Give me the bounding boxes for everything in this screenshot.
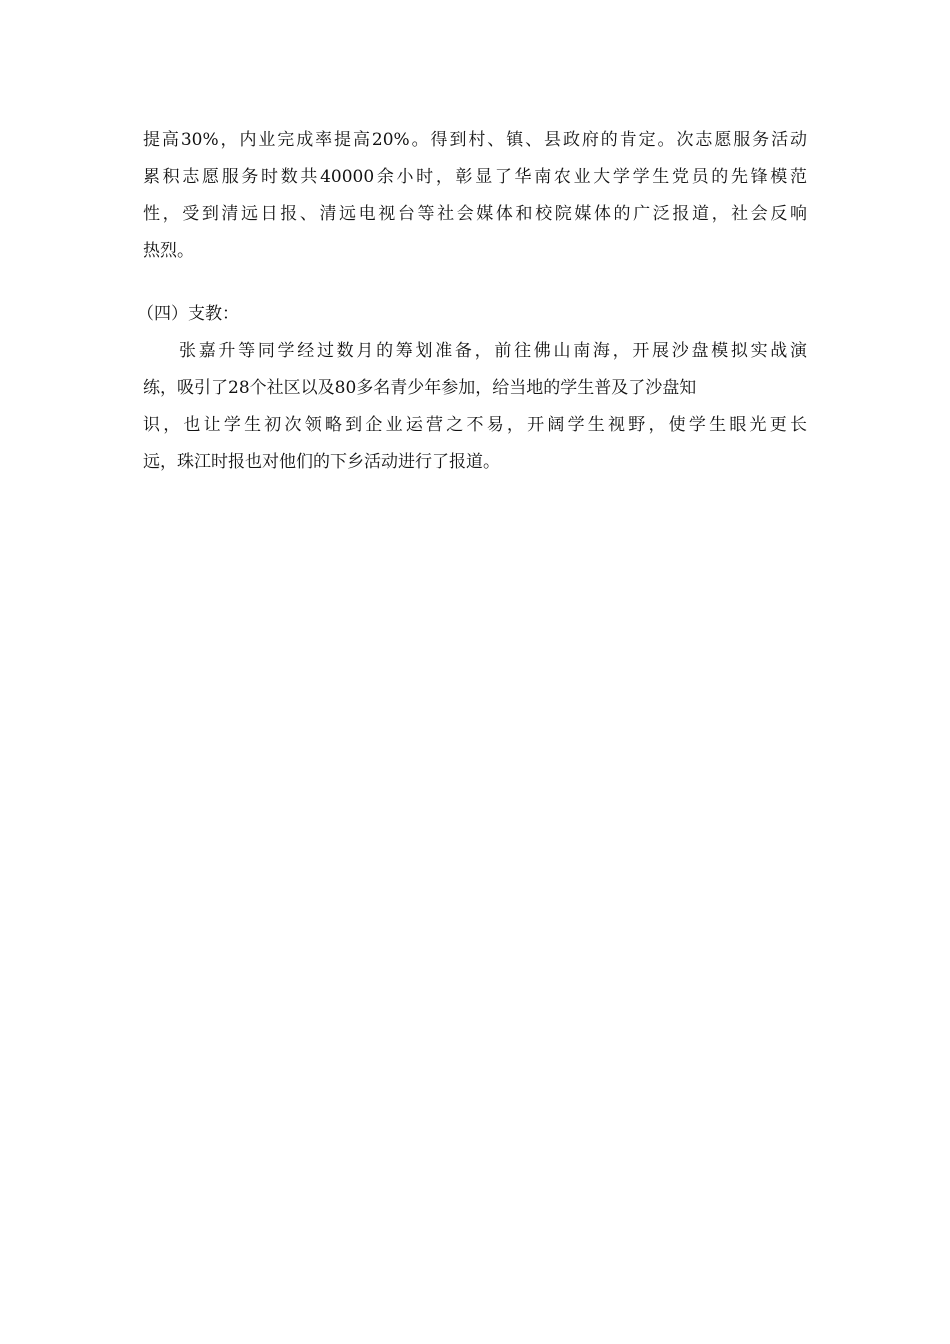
paragraph-line: 热烈。 — [143, 241, 194, 261]
paragraph-volunteer-results — [143, 122, 807, 270]
document-body — [137, 122, 807, 481]
paragraph-line: 性，受到清远日报、清远电视台等社会媒体和校院媒体的广泛报道，社会反响 — [143, 204, 807, 224]
paragraph-line: 练，吸引了28个社区以及80多名青少年参加，给当地的学生普及了沙盘知 — [143, 378, 697, 398]
paragraph-line: 累积志愿服务时数共40000余小时，彰显了华南农业大学学生党员的先锋模范 — [143, 167, 807, 187]
paragraph-line: 识，也让学生初次领略到企业运营之不易，开阔学生视野，使学生眼光更长 — [143, 415, 807, 435]
section-heading: （四）支教： — [137, 304, 239, 324]
paragraph-spacer — [143, 270, 807, 296]
paragraph-teaching — [143, 333, 807, 481]
paragraph-line: 提高30%，内业完成率提高20%。得到村、镇、县政府的肯定。次志愿服务活动 — [143, 130, 807, 150]
paragraph-line: 远，珠江时报也对他们的下乡活动进行了报道。 — [143, 452, 500, 472]
paragraph-line: 张嘉升等同学经过数月的筹划准备，前往佛山南海，开展沙盘模拟实战演 — [179, 341, 807, 361]
